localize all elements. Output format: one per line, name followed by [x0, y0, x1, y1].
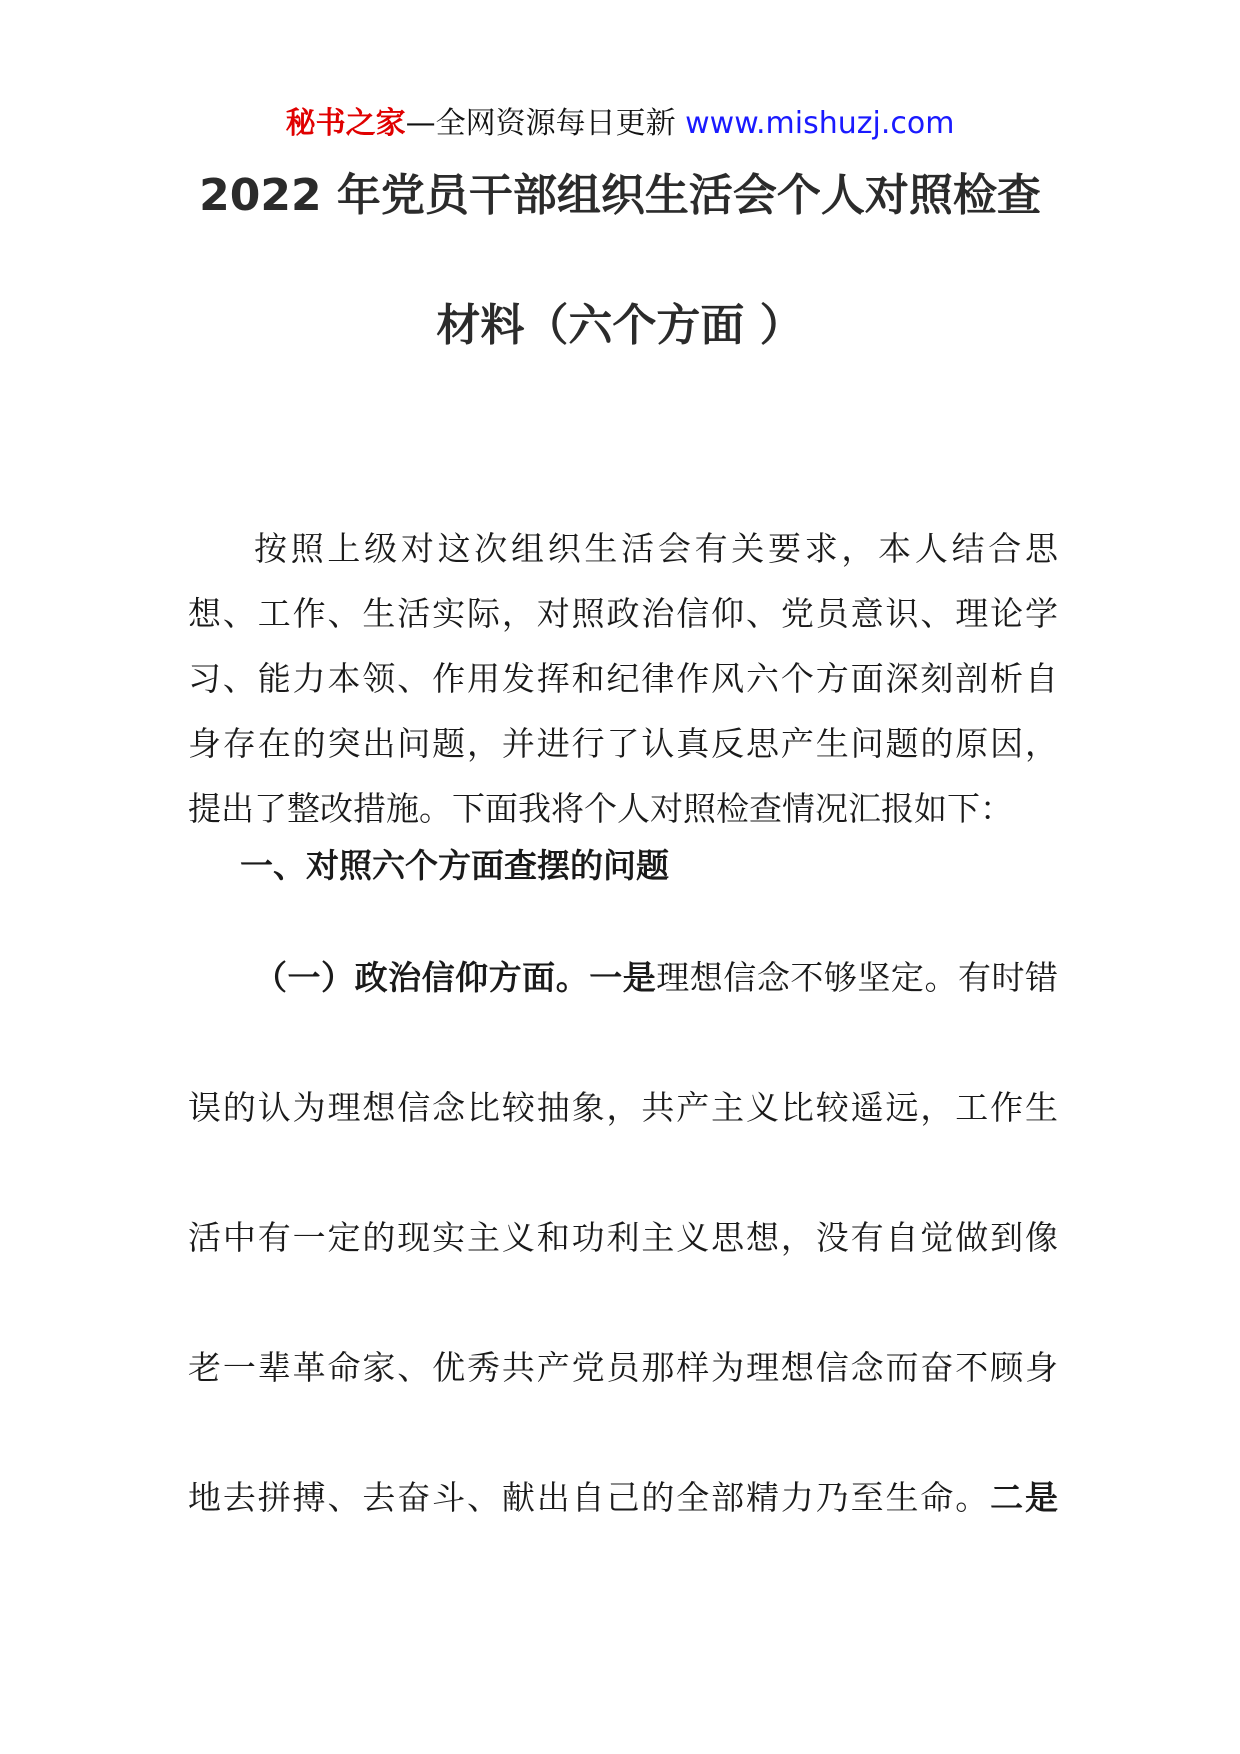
body-text: 地去拼搏、去奋斗、献出自己的全部精力乃至生命。 [188, 1478, 991, 1517]
header-tagline: —全网资源每日更新 [405, 106, 686, 141]
body-last-line [188, 1468, 1058, 1598]
body-line: 活中有一定的现实主义和功利主义思想，没有自觉做到像 [188, 1218, 1058, 1257]
intro-line: 身存在的突出问题，并进行了认真反思产生问题的原因， [188, 724, 1058, 763]
intro-line: 提出了整改措施。下面我将个人对照检查情况汇报如下： [188, 789, 1013, 828]
body-text: 理想信念不够坚定。有时错 [656, 958, 1059, 997]
brand-name: 秘书之家 [285, 106, 406, 141]
intro-line: 按照上级对这次组织生活会有关要求，本人结合思 [254, 529, 1058, 568]
document-title-line2: 材料（六个方面 ） [436, 300, 804, 351]
body-line: 误的认为理想信念比较抽象，共产主义比较遥远，工作生 [188, 1088, 1058, 1127]
section-heading: 一、对照六个方面查摆的问题 [240, 846, 669, 885]
site-url[interactable]: www.mishuzj.com [685, 106, 955, 141]
subsection-label: （一）政治信仰方面。 [254, 958, 590, 997]
intro-line: 习、能力本领、作用发挥和纪律作风六个方面深刻剖析自 [188, 659, 1058, 698]
site-header [0, 104, 1240, 144]
point-label: 二是 [990, 1478, 1058, 1517]
subsection-paragraph [188, 948, 1058, 1598]
document-title-line1: 2022 年党员干部组织生活会个人对照检查 [199, 170, 1041, 221]
subsection-first-line [188, 948, 1058, 1078]
point-label: 一是 [589, 958, 657, 997]
intro-paragraph [188, 516, 1058, 841]
body-line: 老一辈革命家、优秀共产党员那样为理想信念而奋不顾身 [188, 1348, 1058, 1387]
intro-line: 想、工作、生活实际，对照政治信仰、党员意识、理论学 [188, 594, 1058, 633]
